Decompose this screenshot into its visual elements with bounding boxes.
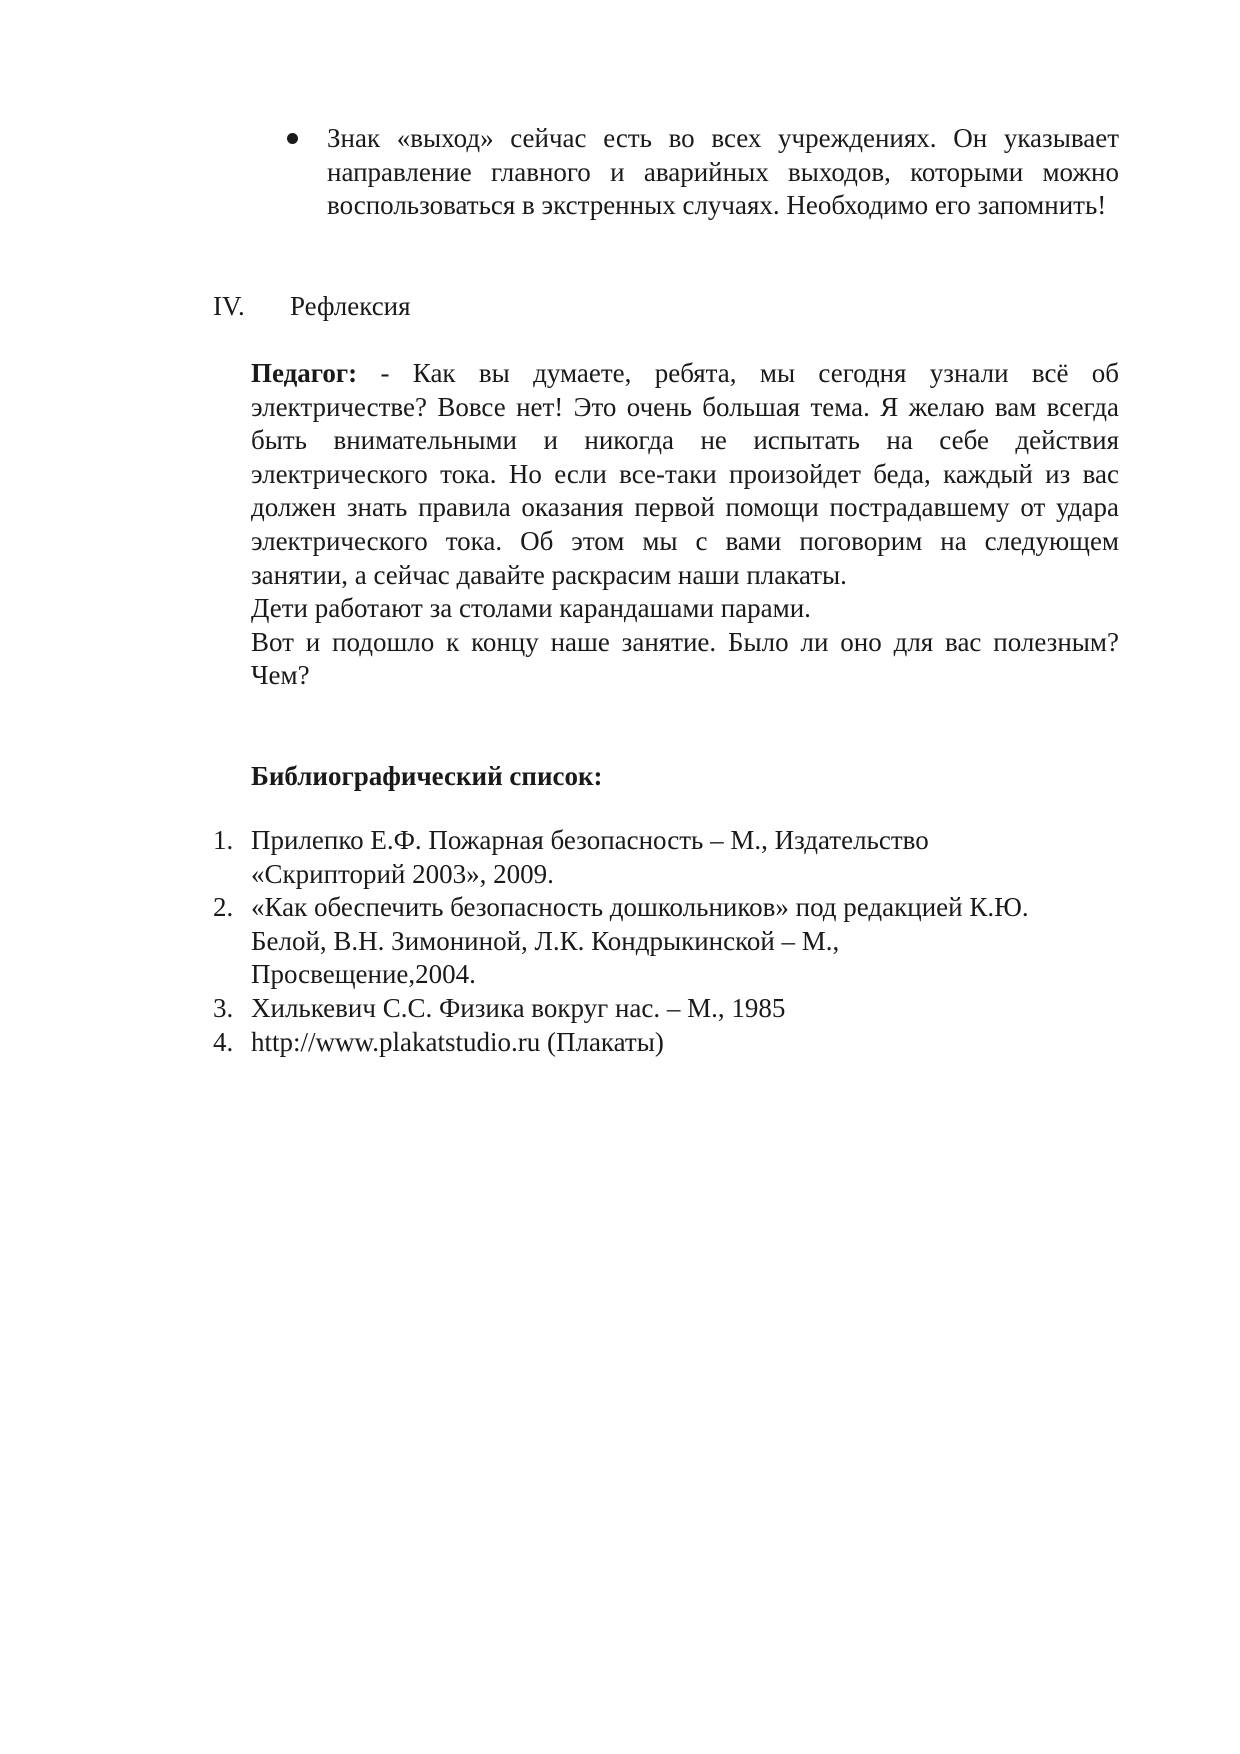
closing-line: Вот и подошло к концу наше занятие. Было ли оно для вас: [251, 626, 982, 657]
speech-line: вас должен знать правила оказания первой помощи пострадавшему: [251, 458, 1119, 523]
bibliography-list: [213, 824, 1119, 1059]
speaker-label: Педагог:: [251, 358, 358, 388]
bibliography-item: [213, 1026, 1119, 1060]
bibliography-line: «Как обеспечить безопасность дошкольников» под редакцией К.Ю.: [251, 892, 1029, 923]
speech-line: электричестве? Вовсе нет! Это очень большая тема. Я желаю вам: [251, 391, 1037, 422]
reflection-block: [251, 357, 1119, 693]
bibliography-item-number: 1.: [213, 825, 234, 855]
speech-line: всегда быть внимательными и никогда не испытать на себе действия: [251, 391, 1120, 456]
bibliography-item-number: 4.: [213, 1026, 234, 1057]
speech-line: следующем занятии, а сейчас давайте раскрасим наши плакаты.: [251, 525, 1120, 590]
bullet-line: направление главного и аварийных выходов, которыми можно: [327, 156, 1119, 187]
teacher-speech: [251, 357, 1119, 592]
section-number: IV.: [213, 291, 245, 321]
bibliography-line: Прилепко Е.Ф. Пожарная безопасность – М., Издательство: [251, 825, 929, 855]
closing-paragraph: [251, 626, 1119, 693]
children-activity: Дети работают за столами карандашами парами.: [251, 593, 811, 624]
bibliography-item: [213, 992, 1119, 1026]
bullet-marker: [287, 133, 298, 144]
speech-line: от удара электрического тока. Об этом мы с вами поговорим на: [251, 492, 1120, 556]
bullet-text: [327, 122, 1119, 223]
bibliography-line: Хилькевич С.С. Физика вокруг нас. – М., 1985: [251, 992, 786, 1023]
bibliography-item: [213, 891, 1119, 992]
section-title: Рефлексия: [290, 291, 411, 321]
bullet-line: запомнить!: [977, 190, 1107, 221]
bibliography-link-note: (Плакаты): [540, 1026, 664, 1057]
bibliography-link[interactable]: http://www.plakatstudio.ru: [251, 1026, 541, 1057]
closing-line: полезным? Чем?: [251, 626, 1119, 691]
bibliography-line: «Скрипторий 2003», 2009.: [251, 858, 554, 889]
bibliography-title: Библиографический список:: [251, 761, 603, 791]
bullet-line: Знак «выход» сейчас есть во всех учреждениях. Он указывает: [327, 123, 1119, 153]
bibliography-item-number: 3.: [213, 992, 234, 1023]
bullet-line: воспользоваться в экстренных случаях. Необходимо его: [327, 190, 971, 221]
bibliography-item: [213, 824, 1119, 891]
speech-line: - Как вы думаете, ребята, мы сегодня узнали всё об: [357, 358, 1119, 388]
speech-line: электрического тока. Но если все-таки произойдет беда, каждый из: [251, 458, 1071, 489]
bibliography-line: Белой, В.Н. Зимониной, Л.К. Кондрыкинской – М.,: [251, 925, 840, 956]
section-heading: [213, 290, 613, 324]
bibliography-line: [251, 1026, 1119, 1060]
bibliography-item-number: 2.: [213, 892, 234, 923]
bibliography-line: Просвещение,2004.: [251, 959, 476, 990]
